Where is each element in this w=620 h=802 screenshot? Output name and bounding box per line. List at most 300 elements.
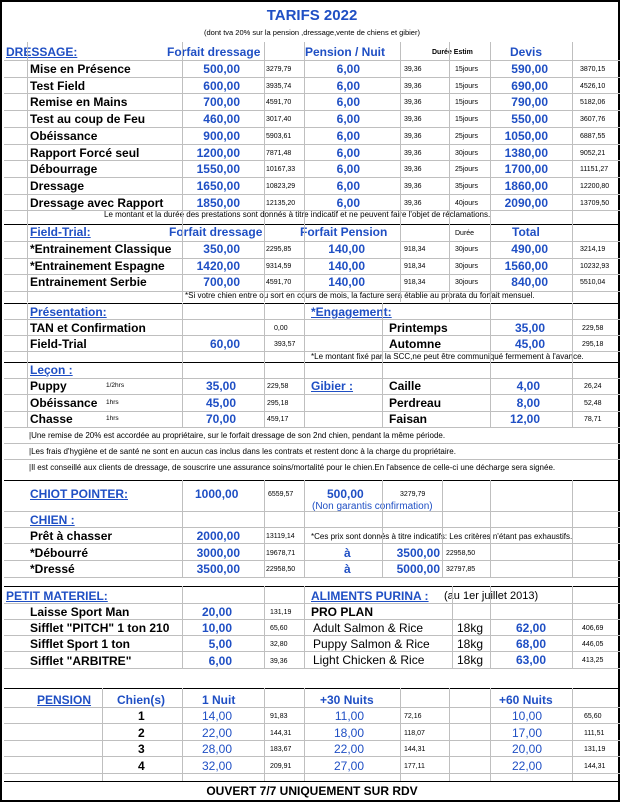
grid-line: [572, 586, 573, 668]
dressage-row-devis: 690,00: [511, 78, 548, 93]
chien-row-price: 2000,00: [196, 529, 240, 543]
engagement-row-small: 295,18: [582, 341, 604, 348]
dressage-row-forfait: 1550,00: [196, 162, 240, 177]
aliments-row-kg: 18kg: [457, 653, 484, 668]
grid-line: [490, 303, 491, 427]
dressage-row-forfait: 700,00: [203, 95, 240, 110]
grid-line: [4, 723, 620, 724]
field-row-pension-small: 918,34: [404, 246, 426, 253]
aliments-date: (au 1er juillet 2013): [444, 590, 539, 602]
aliments-row-small: 406,69: [582, 625, 604, 632]
dressage-row-label: Mise en Présence: [30, 62, 131, 76]
pension-row-1nuit: 22,00: [201, 725, 232, 740]
engagement-row-small: 229,58: [582, 325, 604, 332]
grid-line: [264, 688, 265, 781]
aliments-row-small: 413,25: [582, 657, 604, 665]
pension-row-60nuits-small: 144,31: [584, 762, 606, 770]
grid-line: [182, 42, 183, 302]
grid-line: [490, 42, 491, 302]
presentation-row-small: 0,00: [274, 325, 288, 332]
dressage-row-duree: 25jours: [455, 132, 478, 140]
grid-line: [4, 781, 620, 782]
grid-line: [4, 394, 620, 395]
grid-line: [4, 241, 620, 242]
field-row-forfait: 700,00: [203, 275, 240, 289]
dressage-col-pension: Pension / Nuit: [305, 45, 386, 59]
pension-row-30nuits-small: 118,07: [404, 729, 425, 737]
gibier-row-small: 52,48: [584, 399, 602, 407]
chien-row-label: Prêt à chasser: [30, 529, 113, 543]
dressage-row-label: Dressage avec Rapport: [30, 195, 164, 210]
pension-row-60nuits: 20,00: [511, 742, 542, 756]
chien-row-price2: 5000,00: [396, 562, 440, 576]
presentation-heading: Présentation:: [30, 305, 107, 319]
field-row-total: 840,00: [511, 275, 548, 289]
materiel-row-small: 32,80: [270, 641, 288, 649]
field-row-forfait-small: 9314,59: [266, 262, 292, 270]
presentation-row-label: TAN et Confirmation: [30, 321, 146, 335]
grid-line: [4, 411, 620, 412]
grid-line: [4, 319, 620, 320]
lecon-row-price: 35,00: [205, 379, 236, 393]
page-title: TARIFS 2022: [266, 7, 358, 24]
grid-line: [4, 378, 620, 379]
grid-line: [4, 77, 620, 78]
lecon-row-label: Obéissance: [30, 395, 98, 410]
field-col-total: Total: [512, 225, 540, 239]
field-row-forfait-small: 4591,70: [266, 279, 292, 286]
lecon-row-price: 70,00: [205, 412, 236, 426]
grid-line: [4, 773, 620, 774]
grid-line: [572, 480, 573, 577]
lecon-row-duration: 1/2hrs: [106, 382, 125, 389]
grid-line: [4, 351, 620, 352]
materiel-row-label: Sifflet "ARBITRE": [30, 653, 132, 668]
dressage-row-pension-small: 39,36: [404, 182, 422, 190]
page-subtitle: (dont tva 20% sur la pension ,dressage,vente de chiens et gibier): [204, 28, 420, 37]
grid-line: [4, 210, 620, 211]
chien-row-label: *Dressé: [30, 562, 75, 576]
grid-line: [4, 127, 620, 128]
dressage-col-duree: Durée Estim: [432, 49, 473, 56]
grid-line: [4, 258, 620, 259]
grid-line: [4, 651, 620, 652]
dressage-row-forfait-small: 10167,33: [266, 166, 296, 174]
dressage-row-duree: 35jours: [455, 182, 478, 190]
dressage-row-devis-small: 5182,06: [580, 99, 606, 107]
grid-line: [4, 543, 620, 544]
field-col-forfait: Forfait dressage: [169, 225, 263, 239]
grid-line: [4, 291, 620, 292]
grid-line: [4, 224, 620, 225]
dressage-row-forfait: 500,00: [203, 62, 240, 76]
field-row-duree: 30jours: [455, 279, 478, 286]
dressage-row-forfait: 900,00: [203, 128, 240, 143]
gibier-row-price: 4,00: [516, 379, 540, 393]
pension-row-count: 1: [138, 709, 145, 723]
chien-heading: CHIEN :: [30, 513, 75, 527]
materiel-row-small: 131,19: [270, 609, 292, 616]
grid-line: [4, 60, 620, 61]
dressage-col-forfait: Forfait dressage: [167, 45, 261, 59]
dressage-row-forfait-small: 3017,40: [266, 116, 292, 124]
grid-line: [304, 42, 305, 302]
grid-line: [4, 303, 620, 304]
pension-row-1nuit: 14,00: [201, 709, 232, 723]
lecon-row-duration: 1hrs: [106, 415, 119, 422]
dressage-row-devis: 1700,00: [504, 162, 548, 177]
gibier-row-price: 12,00: [509, 412, 540, 426]
dressage-row-forfait: 460,00: [203, 112, 240, 127]
pension-row-30nuits-small: 177,11: [404, 762, 425, 770]
grid-line: [4, 511, 620, 512]
grid-line: [382, 480, 383, 577]
dressage-row-forfait-small: 3279,79: [266, 66, 292, 73]
pension-row-30nuits-small: 72,16: [404, 713, 422, 720]
chien-row-small: 22958,50: [266, 566, 296, 573]
dressage-row-devis-small: 13709,50: [580, 199, 610, 207]
field-row-total: 490,00: [511, 242, 548, 256]
aliments-heading: ALIMENTS PURINA :: [311, 589, 429, 603]
dressage-row-devis-small: 9052,21: [580, 149, 606, 157]
chien-row-price: 3500,00: [196, 562, 240, 576]
grid-line: [490, 688, 491, 781]
gibier-heading: Gibier :: [311, 379, 354, 393]
field-row-label: *Entrainement Espagne: [30, 258, 165, 273]
dressage-row-forfait: 1200,00: [196, 145, 240, 160]
grid-line: [4, 144, 620, 145]
aliments-row-label: Adult Salmon & Rice: [313, 621, 424, 635]
lecon-row-duration: 1hrs: [106, 398, 119, 406]
pension-row-60nuits: 22,00: [511, 758, 542, 773]
dressage-row-forfait-small: 4591,70: [266, 99, 292, 107]
remark-line: |Les frais d'hygiène et de santé ne sont en aucun cas inclus dans les contrats et restent donc à la charge du propriétaire.: [29, 447, 456, 456]
pension-row-1nuit: 28,00: [201, 742, 232, 756]
grid-line: [572, 688, 573, 781]
pension-row-60nuits: 17,00: [511, 725, 542, 740]
grid-line: [4, 635, 620, 636]
grid-line: [4, 688, 620, 689]
pension-col-30: +30 Nuits: [320, 693, 374, 707]
grid-line: [264, 480, 265, 577]
dressage-row-pension-small: 39,36: [404, 116, 422, 124]
pension-row-count: 2: [138, 725, 145, 740]
dressage-row-pension: 6,00: [336, 112, 360, 127]
dressage-row-pension: 6,00: [336, 95, 360, 110]
chiot-note: (Non garantis confirmation): [312, 501, 433, 512]
pension-row-1nuit-small: 183,67: [270, 746, 292, 753]
grid-line: [452, 586, 453, 668]
field-col-duree: Durée: [455, 230, 475, 237]
dressage-row-label: Remise en Mains: [30, 95, 128, 110]
grid-line: [4, 756, 620, 757]
field-row-total: 1560,00: [504, 258, 548, 273]
pension-col-chiens: Chien(s): [117, 693, 165, 707]
engagement-row-label: Automne: [389, 337, 441, 351]
footer-text: OUVERT 7/7 UNIQUEMENT SUR RDV: [206, 784, 418, 798]
grid-line: [4, 668, 620, 669]
dressage-row-forfait-small: 10823,29: [266, 182, 296, 190]
dressage-row-label: Obéissance: [30, 128, 98, 143]
dressage-note: Le montant et la durée des prestations sont donnés à titre indicatif et ne peuvent faire l'objet de réclamations.: [104, 210, 491, 219]
grid-line: [442, 480, 443, 577]
field-row-forfait-small: 2295,85: [266, 246, 292, 253]
field-row-total-small: 3214,19: [580, 246, 606, 253]
field-row-duree: 30jours: [455, 262, 478, 270]
dressage-row-pension-small: 39,36: [404, 199, 422, 207]
grid-line: [182, 480, 183, 577]
grid-line: [4, 362, 620, 363]
materiel-row-label: Laisse Sport Man: [30, 605, 130, 619]
pension-row-count: 3: [138, 742, 145, 756]
materiel-row-price: 10,00: [201, 621, 232, 636]
aliments-row-kg: 18kg: [457, 621, 484, 635]
dressage-row-pension-small: 39,36: [404, 132, 422, 140]
grid-line: [4, 160, 620, 161]
dressage-row-duree: 25jours: [455, 166, 478, 174]
field-row-pension: 140,00: [328, 258, 365, 273]
grid-line: [4, 619, 620, 620]
chien-row-to: à: [344, 562, 351, 576]
dressage-row-devis: 550,00: [511, 112, 548, 127]
dressage-row-devis: 1860,00: [504, 178, 548, 193]
lecon-row-label: Chasse: [30, 412, 73, 426]
pension-row-30nuits: 27,00: [333, 758, 364, 773]
dressage-row-label: Débourrage: [30, 162, 98, 177]
dressage-row-devis: 1380,00: [504, 145, 548, 160]
field-row-forfait: 350,00: [203, 242, 240, 256]
remark-line: |Il est conseillé aux clients de dressage, de souscrire une assurance soins/mortalité pour le chien.En l'absence de celle-ci une décharge sera signée.: [29, 463, 556, 472]
chien-row-price2: 3500,00: [396, 545, 440, 560]
grid-line: [4, 740, 620, 741]
pension-row-60nuits-small: 65,60: [584, 713, 602, 720]
dressage-row-devis-small: 3870,15: [580, 66, 606, 73]
dressage-row-devis-small: 11151,27: [580, 166, 609, 174]
dressage-row-pension-small: 39,36: [404, 82, 422, 90]
materiel-row-price: 6,00: [208, 653, 232, 668]
grid-line: [4, 560, 620, 561]
gibier-row-small: 26,24: [584, 383, 602, 390]
engagement-note: *Le montant fixé par la SCC,ne peut être communiqué fermement à l'avance.: [311, 352, 584, 361]
gibier-row-small: 78,71: [584, 416, 602, 423]
aliments-row-price: 63,00: [515, 653, 546, 668]
grid-line: [4, 603, 620, 604]
dressage-row-devis-small: 12200,80: [580, 182, 610, 190]
dressage-row-devis: 590,00: [511, 62, 548, 76]
field-note: *Si votre chien entre ou sort en cours de mois, la facture sera établie au prorata du forfait mensuel.: [185, 291, 535, 300]
chien-row-small: 19678,71: [266, 549, 296, 557]
field-row-pension: 140,00: [328, 275, 365, 289]
grid-line: [182, 586, 183, 668]
dressage-row-pension-small: 39,36: [404, 99, 422, 107]
pension-row-60nuits-small: 131,19: [584, 746, 606, 753]
aliments-row-label: Light Chicken & Rice: [313, 653, 425, 668]
grid-line: [27, 42, 28, 302]
grid-line: [182, 303, 183, 427]
dressage-row-pension: 6,00: [336, 145, 360, 160]
dressage-row-label: Rapport Forcé seul: [30, 145, 140, 160]
dressage-row-devis: 1050,00: [504, 128, 548, 143]
chiot-small: 6559,57: [268, 491, 294, 498]
grid-line: [490, 586, 491, 668]
dressage-row-forfait-small: 12135,20: [266, 199, 296, 207]
chien-row-small2: 32797,85: [446, 566, 476, 573]
grid-line: [4, 577, 620, 578]
pension-row-30nuits-small: 144,31: [404, 746, 426, 753]
grid-line: [304, 688, 305, 781]
dressage-row-label: Test Field: [30, 78, 86, 93]
grid-line: [304, 586, 305, 668]
materiel-row-small: 39,36: [270, 657, 288, 665]
dressage-row-pension: 6,00: [336, 62, 360, 76]
dressage-row-label: Dressage: [30, 178, 85, 193]
grid-line: [4, 194, 620, 195]
field-row-pension-small: 918,34: [404, 279, 426, 286]
presentation-row-label: Field-Trial: [30, 337, 87, 351]
grid-line: [4, 427, 620, 428]
pension-row-count: 4: [138, 758, 145, 773]
grid-line: [4, 443, 620, 444]
lecon-heading: Leçon :: [30, 363, 73, 377]
field-row-label: *Entrainement Classique: [30, 242, 172, 256]
grid-line: [182, 688, 183, 781]
grid-line: [400, 42, 401, 302]
pension-heading: PENSION: [37, 693, 92, 707]
remark-line: |Une remise de 20% est accordée au propriétaire, sur le forfait dressage de son 2nd chien, pendant la même période.: [29, 431, 446, 440]
grid-line: [4, 527, 620, 528]
lecon-row-price: 45,00: [205, 395, 236, 410]
grid-line: [264, 42, 265, 302]
field-col-pension: Forfait Pension: [300, 225, 388, 239]
pension-row-30nuits: 11,00: [334, 709, 364, 723]
grid-line: [572, 42, 573, 302]
aliments-row-label: Puppy Salmon & Rice: [313, 637, 430, 652]
dressage-row-devis: 2090,00: [504, 195, 548, 210]
gibier-row-price: 8,00: [516, 395, 540, 410]
pension-row-60nuits: 10,00: [511, 709, 542, 723]
gibier-row-label: Faisan: [389, 412, 428, 426]
field-row-pension-small: 918,34: [404, 262, 426, 270]
grid-line: [264, 303, 265, 427]
aliments-row-kg: 18kg: [457, 637, 484, 652]
dressage-row-forfait: 1850,00: [196, 195, 240, 210]
lecon-row-small: 229,58: [267, 383, 289, 390]
engagement-row-label: Printemps: [389, 321, 448, 335]
dressage-row-pension: 6,00: [336, 178, 360, 193]
dressage-row-duree: 40jours: [455, 199, 478, 207]
dressage-row-duree: 15jours: [455, 99, 478, 107]
field-row-forfait: 1420,00: [196, 258, 240, 273]
aliments-row-price: 68,00: [515, 637, 546, 652]
dressage-row-forfait-small: 5903,61: [266, 132, 292, 140]
grid-line: [102, 688, 103, 781]
chien-row-small2: 22958,50: [446, 549, 476, 557]
dressage-row-pension-small: 39,36: [404, 66, 422, 73]
pension-row-1nuit-small: 144,31: [270, 729, 292, 737]
chien-note: *Ces prix sont donnés à titre indicatifs: Les critères n'étant pas exhaustifs.: [311, 532, 573, 541]
dressage-row-devis: 790,00: [511, 95, 548, 110]
grid-line: [27, 303, 28, 427]
pension-row-1nuit: 32,00: [201, 758, 232, 773]
materiel-row-label: Sifflet Sport 1 ton: [30, 637, 130, 652]
field-row-label: Entrainement Serbie: [30, 275, 147, 289]
grid-line: [4, 177, 620, 178]
grid-line: [4, 707, 620, 708]
gibier-row-label: Caille: [389, 379, 422, 393]
field-row-pension: 140,00: [328, 242, 365, 256]
pension-col-60: +60 Nuits: [499, 693, 553, 707]
materiel-row-label: Sifflet "PITCH" 1 ton 210: [30, 621, 170, 636]
grid-line: [572, 303, 573, 427]
grid-line: [449, 688, 450, 781]
dressage-row-forfait-small: 3935,74: [266, 82, 292, 90]
chiot-small2: 3279,79: [400, 491, 426, 498]
engagement-row-price: 45,00: [514, 337, 545, 351]
dressage-row-pension-small: 39,36: [404, 166, 422, 174]
chien-row-to: à: [344, 545, 351, 560]
grid-line: [490, 480, 491, 577]
materiel-row-small: 65,60: [270, 625, 288, 633]
grid-line: [264, 586, 265, 668]
grid-line: [4, 93, 620, 94]
dressage-row-devis-small: 4526,10: [580, 82, 606, 90]
dressage-row-forfait: 600,00: [203, 78, 240, 93]
grid-line: [449, 42, 450, 302]
pension-col-1: 1 Nuit: [202, 693, 236, 707]
field-heading: Field-Trial:: [30, 225, 91, 239]
dressage-col-devis: Devis: [510, 45, 543, 59]
chiot-price: 1000,00: [195, 487, 239, 501]
dressage-row-pension: 6,00: [336, 78, 360, 93]
dressage-row-pension: 6,00: [336, 162, 360, 177]
grid-line: [4, 459, 620, 460]
dressage-row-pension: 6,00: [336, 195, 360, 210]
dressage-row-forfait-small: 7871,48: [266, 149, 292, 157]
aliments-brand: PRO PLAN: [311, 605, 374, 619]
engagement-row-price: 35,00: [514, 321, 545, 335]
dressage-row-pension: 6,00: [336, 128, 360, 143]
chiot-heading: CHIOT POINTER:: [30, 487, 128, 501]
aliments-row-small: 446,05: [582, 641, 604, 649]
chien-row-price: 3000,00: [196, 545, 240, 560]
chien-row-small: 13119,14: [266, 533, 295, 540]
presentation-row-small: 393,57: [274, 341, 296, 348]
grid-line: [382, 303, 383, 427]
materiel-row-price: 5,00: [208, 637, 232, 652]
dressage-row-forfait: 1650,00: [196, 178, 240, 193]
chien-row-label: *Débourré: [30, 545, 89, 560]
dressage-row-pension-small: 39,36: [404, 149, 422, 157]
grid-line: [4, 586, 620, 587]
grid-line: [304, 303, 305, 427]
materiel-heading: PETIT MATERIEL:: [6, 589, 108, 603]
chiot-price2: 500,00: [327, 487, 364, 501]
dressage-row-duree: 15jours: [455, 66, 478, 73]
gibier-row-label: Perdreau: [389, 395, 442, 410]
grid-line: [4, 110, 620, 111]
grid-line: [4, 480, 620, 481]
grid-line: [304, 480, 305, 577]
aliments-row-price: 62,00: [515, 621, 546, 635]
grid-line: [4, 274, 620, 275]
dressage-row-duree: 15jours: [455, 82, 478, 90]
presentation-row-price: 60,00: [209, 337, 240, 351]
dressage-row-label: Test au coup de Feu: [30, 112, 146, 127]
dressage-row-duree: 15jours: [455, 116, 478, 124]
field-row-total-small: 10232,93: [580, 262, 610, 270]
lecon-row-small: 295,18: [267, 399, 289, 407]
pension-row-1nuit-small: 209,91: [270, 762, 292, 770]
